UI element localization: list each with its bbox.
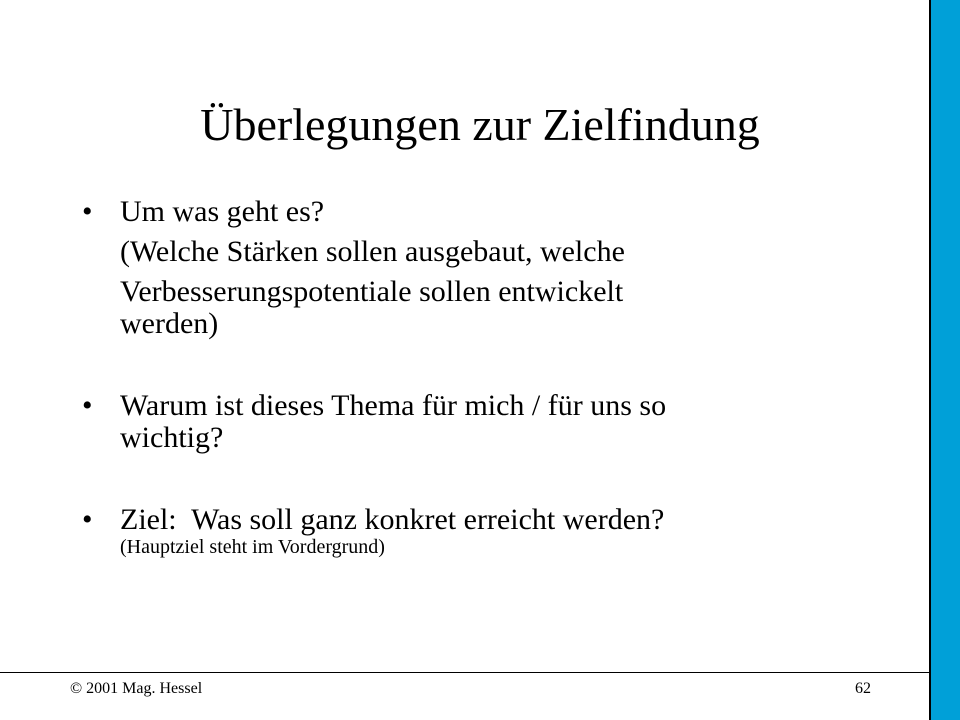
bullet-line: Um was geht es? <box>120 195 325 228</box>
bullet-icon: • <box>82 389 93 422</box>
bullet-item-goal <box>82 504 802 558</box>
bullet-line: Verbesserungspotentiale sollen entwickelt <box>120 275 624 308</box>
bullet-list <box>82 196 802 558</box>
bullet-note: (Hauptziel steht im Vordergrund) <box>120 536 385 558</box>
bullet-line: (Welche Stärken sollen ausgebaut, welche <box>120 235 625 268</box>
bullet-icon: • <box>82 195 93 228</box>
slide-title: Überlegungen zur Zielfindung <box>200 99 760 150</box>
footer-copyright: © 2001 Mag. Hessel <box>70 680 203 697</box>
bullet-line: Warum ist dieses Thema für mich / für uns so <box>120 389 667 422</box>
bullet-item-importance <box>82 390 802 454</box>
bullet-line: werden) <box>120 307 219 340</box>
bullet-item-topic <box>82 196 802 340</box>
page-number: 62 <box>855 680 871 697</box>
bullet-line: wichtig? <box>120 421 224 454</box>
bullet-line: Ziel: Was soll ganz konkret erreicht werden? <box>120 503 665 536</box>
footer-divider <box>0 672 929 673</box>
bullet-icon: • <box>82 503 93 536</box>
